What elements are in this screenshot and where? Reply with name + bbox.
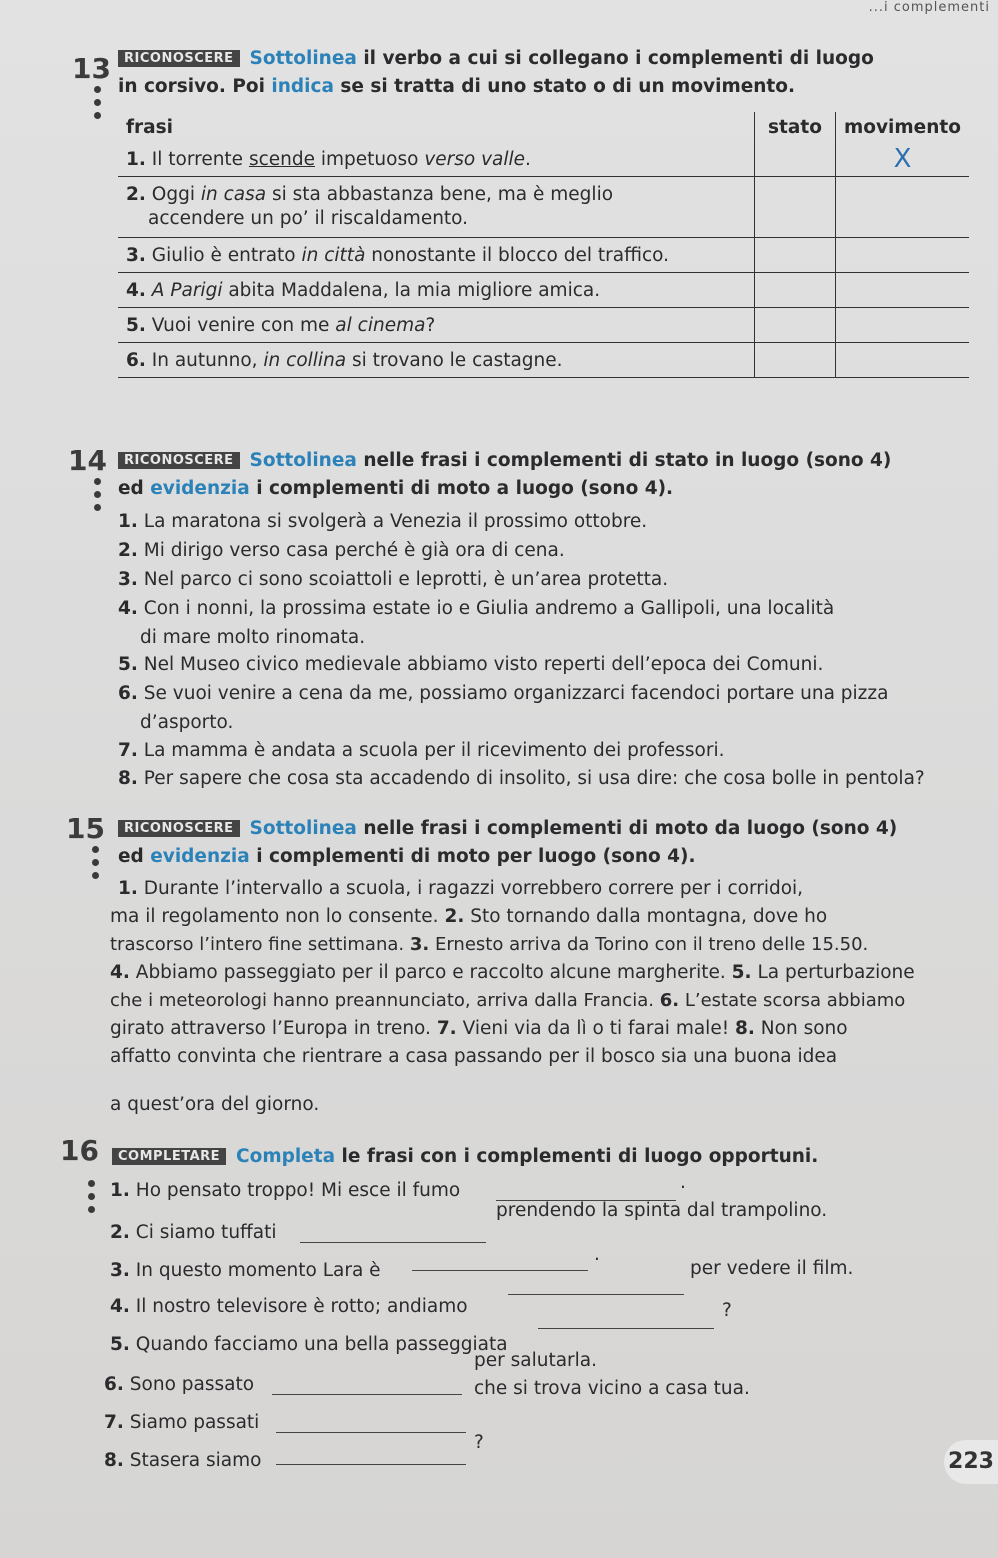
col-header-stato: stato (755, 112, 836, 142)
list-item: 8. Per sapere che cosa sta accadendo di insolito, si usa dire: che cosa bolle in pentola? (118, 768, 925, 789)
difficulty-dots (88, 1180, 97, 1219)
stato-cell[interactable] (755, 177, 836, 238)
list-item: 1. La maratona si svolgerà a Venezia il prossimo ottobre. (118, 511, 648, 532)
movimento-cell[interactable] (836, 177, 969, 238)
exercise-13-instruction-line2: in corsivo. Poi indica se si tratta di uno stato o di un movimento. (118, 76, 796, 97)
stato-cell[interactable] (755, 238, 836, 273)
answer-blank[interactable] (300, 1228, 486, 1243)
fill-item: 2. Ci siamo tuffati (110, 1222, 277, 1243)
exercise-14-number: 14 (68, 444, 107, 477)
difficulty-dots (94, 86, 103, 125)
paragraph-line: 1. Durante l’intervallo a scuola, i ragazzi vorrebbero correre per i corridoi, (118, 878, 804, 899)
table-row: 4. A Parigi abita Maddalena, la mia migliore amica. (118, 273, 969, 308)
paragraph-line: trascorso l’intero fine settimana. 3. Ernesto arriva da Torino con il treno delle 15.50. (110, 934, 869, 955)
movimento-cell[interactable]: X (836, 142, 969, 177)
paragraph-line: ma il regolamento non lo consente. 2. Sto tornando dalla montagna, dove ho (110, 906, 828, 927)
movimento-cell[interactable] (836, 273, 969, 308)
exercise-14-instruction-line2: ed evidenzia i complementi di moto a luogo (sono 4). (118, 478, 674, 499)
exercise-16-instruction: COMPLETARE Completa le frasi con i complementi di luogo opportuni. (112, 1146, 818, 1167)
paragraph-line: affatto convinta che rientrare a casa passando per il bosco sia una buona idea (110, 1046, 838, 1067)
table-row: 5. Vuoi venire con me al cinema? (118, 308, 969, 343)
difficulty-dots (94, 478, 103, 517)
fill-item: 3. In questo momento Lara è (110, 1260, 381, 1281)
exercise-13-tag: RICONOSCERE (118, 50, 240, 67)
movimento-cell[interactable] (836, 343, 969, 378)
stato-cell[interactable] (755, 273, 836, 308)
answer-blank[interactable] (496, 1186, 676, 1201)
exercise-15-number: 15 (66, 812, 105, 845)
fill-item: 5. Quando facciamo una bella passeggiata (110, 1334, 508, 1355)
fill-item: 8. Stasera siamo (104, 1450, 262, 1471)
list-item: 5. Nel Museo civico medievale abbiamo visto reperti dell’epoca dei Comuni. (118, 654, 824, 675)
list-item: 3. Nel parco ci sono scoiattoli e leprotti, è un’area protetta. (118, 569, 669, 590)
answer-blank[interactable] (508, 1280, 684, 1295)
col-header-frasi: frasi (126, 116, 174, 138)
movimento-cell[interactable] (836, 308, 969, 343)
answer-blank[interactable] (272, 1380, 462, 1395)
exercise-14-instruction: RICONOSCERE Sottolinea nelle frasi i complementi di stato in luogo (sono 4) (118, 450, 891, 471)
exercise-15-instruction-line2: ed evidenzia i complementi di moto per luogo (sono 4). (118, 846, 696, 867)
table-row: 1. Il torrente scende impetuoso verso valle. X (118, 142, 969, 177)
exercise-15-instruction: RICONOSCERE Sottolinea nelle frasi i complementi di moto da luogo (sono 4) (118, 818, 897, 839)
fill-item: 7. Siamo passati (104, 1412, 260, 1433)
exercise-13-number: 13 (72, 52, 111, 85)
textbook-page: ...i complementi 13 RICONOSCERE Sottolinea il verbo a cui si collegano i complementi di luogo in corsivo. Poi indica se si tratta di uno stato o di un movimento. frasi stato movimento 1. Il torrente scende impetuoso verso valle. X 2. Oggi in casa si sta abbastanza bene, ma è meglio accendere un po’ il riscaldamento. 3. Giulio è entrato in città nonostante il blocco del traffico. 4. A Parigi abita Maddalena, la mia migliore amica. 5. Vuoi venire con me al cinema? 6. In autunno, in collina si trovano le castagne. 14 RICONOSCERE Sottolinea nelle frasi i complementi di stato in luogo (sono 4) ed evidenzia i complementi di moto a luogo (sono 4). 1. La maratona si svolgerà a Venezia il prossimo ottobre. 2. Mi dirigo verso casa perché è già ora di cena. 3. Nel parco ci sono scoiattoli e leprotti, è un’area protetta. 4. Con i nonni, la prossima estate io e Giulia andremo a Gallipoli, una località di mare molto rinomata. 5. Nel Museo civico medievale abbiamo visto reperti dell’epoca dei Comuni. 6. Se vuoi venire a cena da me, possiamo organizzarci facendoci portare una pizza d’asporto. 7. La mamma è andata a scuola per il ricevimento dei professori. 8. Per sapere che cosa sta accadendo di insolito, si usa dire: che cosa bolle in pentola? 15 RICONOSCERE Sottolinea nelle frasi i complementi di moto da luogo (sono 4) ed evidenzia i complementi di moto per luogo (sono 4). 1. Durante l’intervallo a scuola, i ragazzi vorrebbero correre per i corridoi, ma il regolamento non lo consente. 2. Sto tornando dalla montagna, dove ho trascorso l’intero fine settimana. 3. Ernesto arriva da Torino con il treno delle 15.50. 4. Abbiamo passeggiato per il parco e raccolto alcune margherite. 5. La perturbazione che i meteorologi hanno preannunciato, arriva dalla Francia. 6. L’estate scorsa abbiamo girato attraverso l’Europa in treno. 7. Vieni via da lì o ti farai male! 8. Non sono affatto convinta che rientrare a casa passando per il bosco sia una buona idea a quest’ora del giorno. 16 COMPLETARE Completa le frasi con i complementi di luogo opportuni. 1. Ho pensato troppo! Mi esce il fumo . 2. Ci siamo tuffati prendendo la spinta dal trampolino. 3. In questo momento Lara è . 4. Il nostro televisore è rotto; andiamo per vedere il film. 5. Quando facciamo una bella passeggiata ? 6. Sono passato per salutarla. 7. Siamo passati che si trova vicino a casa tua. 8. Stasera siamo ? 223 (0, 0, 998, 1558)
paragraph-line: 4. Abbiamo passeggiato per il parco e raccolto alcune margherite. 5. La perturbazione (110, 962, 915, 983)
fill-item: 1. Ho pensato troppo! Mi esce il fumo (110, 1180, 461, 1201)
paragraph-line: a quest’ora del giorno. (110, 1094, 320, 1115)
movimento-cell[interactable] (836, 238, 969, 273)
difficulty-dots (92, 846, 101, 885)
exercise-13-table (118, 112, 969, 378)
answer-blank[interactable] (276, 1450, 466, 1465)
fill-item: 6. Sono passato (104, 1374, 255, 1395)
stato-cell[interactable] (755, 142, 836, 177)
running-header: ...i complementi (868, 0, 990, 15)
answer-blank[interactable] (412, 1256, 588, 1271)
answer-blank[interactable] (538, 1314, 714, 1329)
fill-item: 4. Il nostro televisore è rotto; andiamo (110, 1296, 468, 1317)
table-row: 6. In autunno, in collina si trovano le castagne. (118, 343, 969, 378)
paragraph-line: che i meteorologi hanno preannunciato, arriva dalla Francia. 6. L’estate scorsa abbiamo (110, 990, 906, 1011)
col-header-movimento: movimento (836, 112, 969, 142)
list-item: 6. Se vuoi venire a cena da me, possiamo organizzarci facendoci portare una pizza (118, 683, 889, 704)
exercise-16-number: 16 (60, 1134, 99, 1167)
exercise-13-instruction: RICONOSCERE Sottolinea il verbo a cui si collegano i complementi di luogo (118, 48, 874, 69)
list-item: 2. Mi dirigo verso casa perché è già ora di cena. (118, 540, 565, 561)
list-item-continuation: d’asporto. (140, 712, 234, 733)
table-row: 3. Giulio è entrato in città nonostante il blocco del traffico. (118, 238, 969, 273)
stato-cell[interactable] (755, 308, 836, 343)
table-row: 2. Oggi in casa si sta abbastanza bene, ma è meglio accendere un po’ il riscaldamento. (118, 177, 969, 238)
list-item: 4. Con i nonni, la prossima estate io e Giulia andremo a Gallipoli, una località (118, 598, 835, 619)
answer-blank[interactable] (276, 1418, 466, 1433)
list-item: 7. La mamma è andata a scuola per il ricevimento dei professori. (118, 740, 725, 761)
page-number: 223 (944, 1440, 998, 1484)
stato-cell[interactable] (755, 343, 836, 378)
paragraph-line: girato attraverso l’Europa in treno. 7. Vieni via da lì o ti farai male! 8. Non sono (110, 1018, 848, 1039)
list-item-continuation: di mare molto rinomata. (140, 627, 366, 648)
